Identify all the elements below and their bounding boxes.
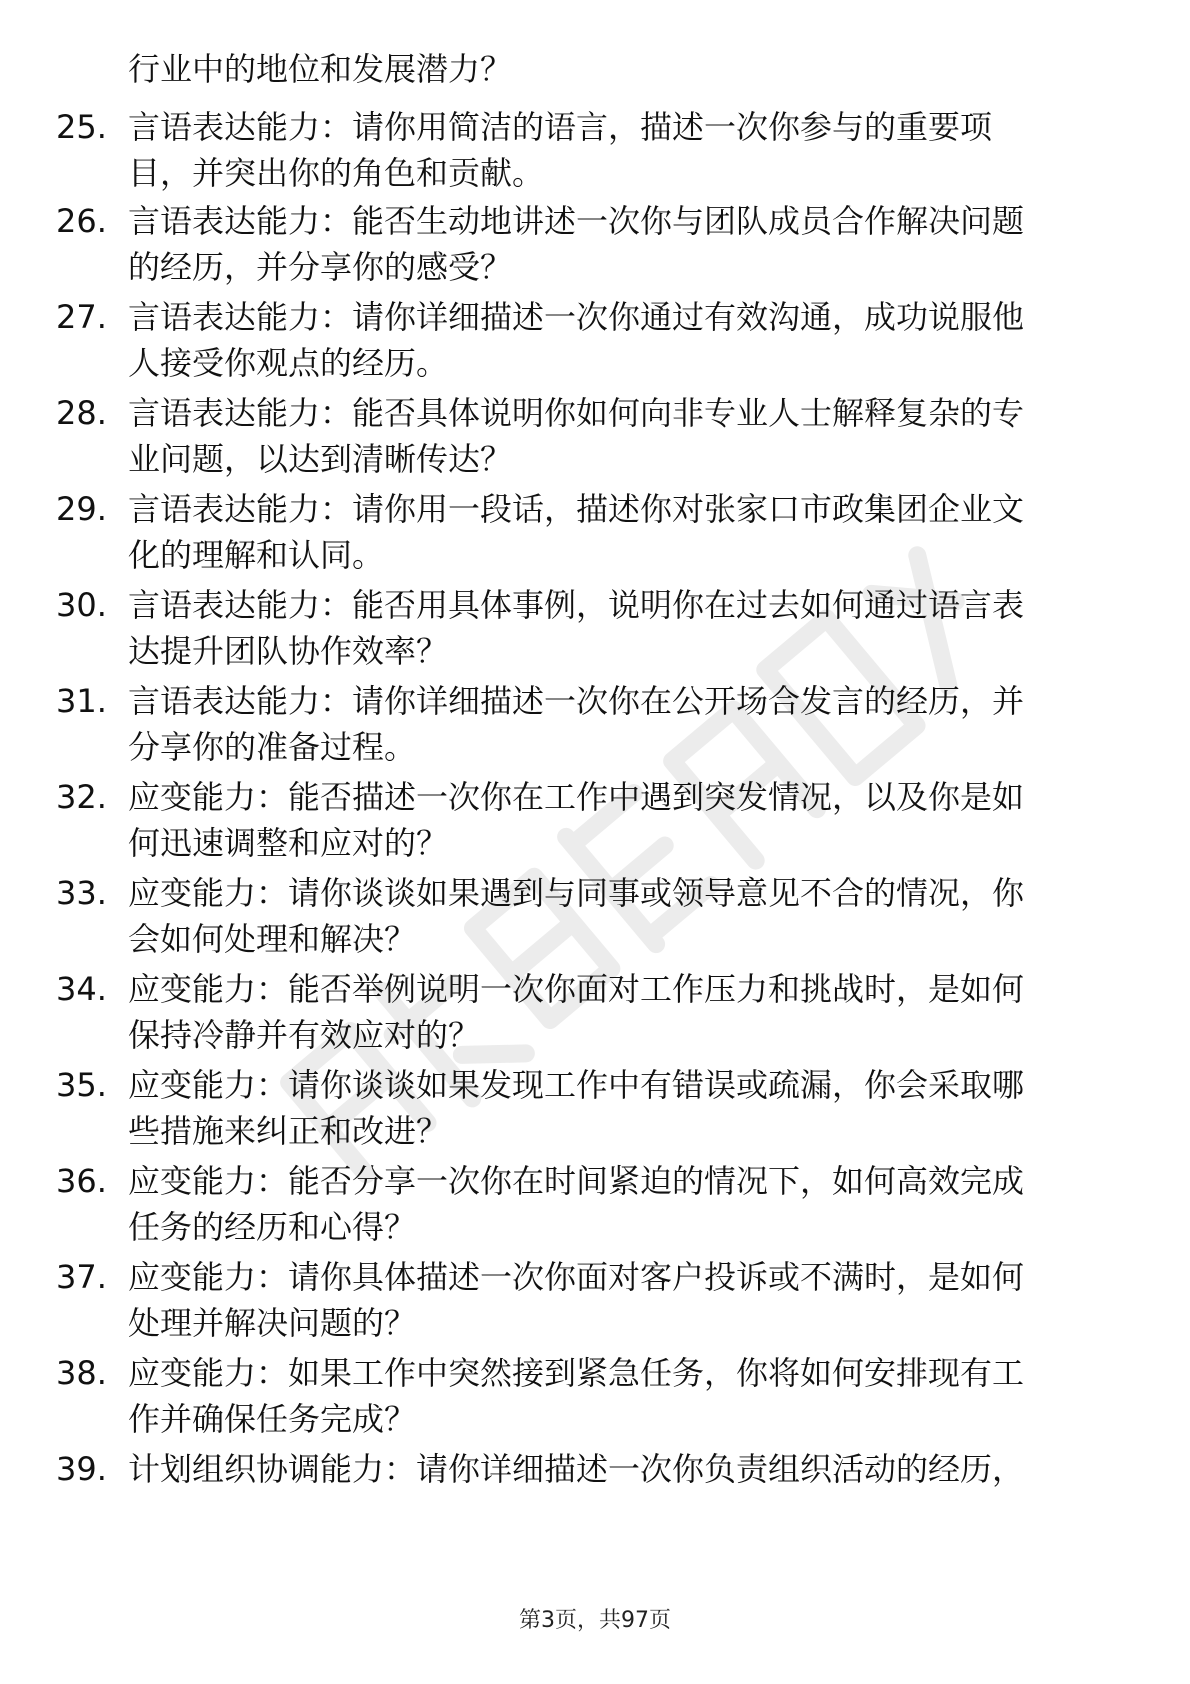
item-text-line: 应变能力：请你谈谈如果遇到与同事或领导意见不合的情况，你 [128,874,1025,912]
item-text-line: 业问题，以达到清晰传达？ [128,440,513,478]
item-text-line: 化的理解和认同。 [128,536,385,574]
item-text-line: 保持冷静并有效应对的？ [128,1016,481,1054]
item-text-line: 会如何处理和解决？ [128,920,417,958]
item-number: 37. [56,1258,107,1296]
item-number: 35. [56,1066,107,1104]
item-text-line: 言语表达能力：请你用简洁的语言，描述一次你参与的重要项 [128,108,993,146]
item-number: 26. [56,202,107,240]
item-text-line: 言语表达能力：请你详细描述一次你在公开场合发言的经历，并 [128,682,1025,720]
item-text-line: 任务的经历和心得？ [128,1208,417,1246]
item-text-line: 言语表达能力：能否用具体事例，说明你在过去如何通过语言表 [128,586,1025,624]
item-number: 29. [56,490,107,528]
item-text-line: 言语表达能力：请你详细描述一次你通过有效沟通，成功说服他 [128,298,1025,336]
item-number: 34. [56,970,107,1008]
item-text-line: 目，并突出你的角色和贡献。 [128,154,545,192]
item-text-line: 分享你的准备过程。 [128,728,417,766]
item-text-line: 的经历，并分享你的感受？ [128,248,513,286]
item-text-line: 何迅速调整和应对的？ [128,824,449,862]
item-number: 38. [56,1354,107,1392]
item-text-line: 应变能力：能否描述一次你在工作中遇到突发情况，以及你是如 [128,778,1025,816]
item-text-line: 人接受你观点的经历。 [128,344,449,382]
item-text-line: 言语表达能力：能否生动地讲述一次你与团队成员合作解决问题 [128,202,1025,240]
item-text-line: 作并确保任务完成？ [128,1400,417,1438]
item-text-line: 应变能力：请你具体描述一次你面对客户投诉或不满时，是如何 [128,1258,1025,1296]
item-number: 33. [56,874,107,912]
page-footer: 第3页，共97页 [519,1608,671,1633]
item-text-line: 处理并解决问题的？ [128,1304,417,1342]
item-number: 39. [56,1450,107,1488]
item-text-line: 应变能力：能否分享一次你在时间紧迫的情况下，如何高效完成 [128,1162,1025,1200]
item-text-line: 应变能力：请你谈谈如果发现工作中有错误或疏漏，你会采取哪 [128,1066,1025,1104]
item-text-line: 应变能力：如果工作中突然接到紧急任务，你将如何安排现有工 [128,1354,1025,1392]
item-text-line: 应变能力：能否举例说明一次你面对工作压力和挑战时，是如何 [128,970,1025,1008]
continued-question-text: 行业中的地位和发展潜力？ [128,50,513,88]
item-number: 30. [56,586,107,624]
item-number: 36. [56,1162,107,1200]
item-text-line: 达提升团队协作效率？ [128,632,449,670]
item-number: 32. [56,778,107,816]
item-text-line: 言语表达能力：能否具体说明你如何向非专业人士解释复杂的专 [128,394,1025,432]
item-number: 27. [56,298,107,336]
item-text-line: 计划组织协调能力：请你详细描述一次你负责组织活动的经历， [128,1450,1025,1488]
item-text-line: 言语表达能力：请你用一段话，描述你对张家口市政集团企业文 [128,490,1025,528]
item-number: 25. [56,108,107,146]
item-number: 28. [56,394,107,432]
item-number: 31. [56,682,107,720]
item-text-line: 些措施来纠正和改进？ [128,1112,449,1150]
